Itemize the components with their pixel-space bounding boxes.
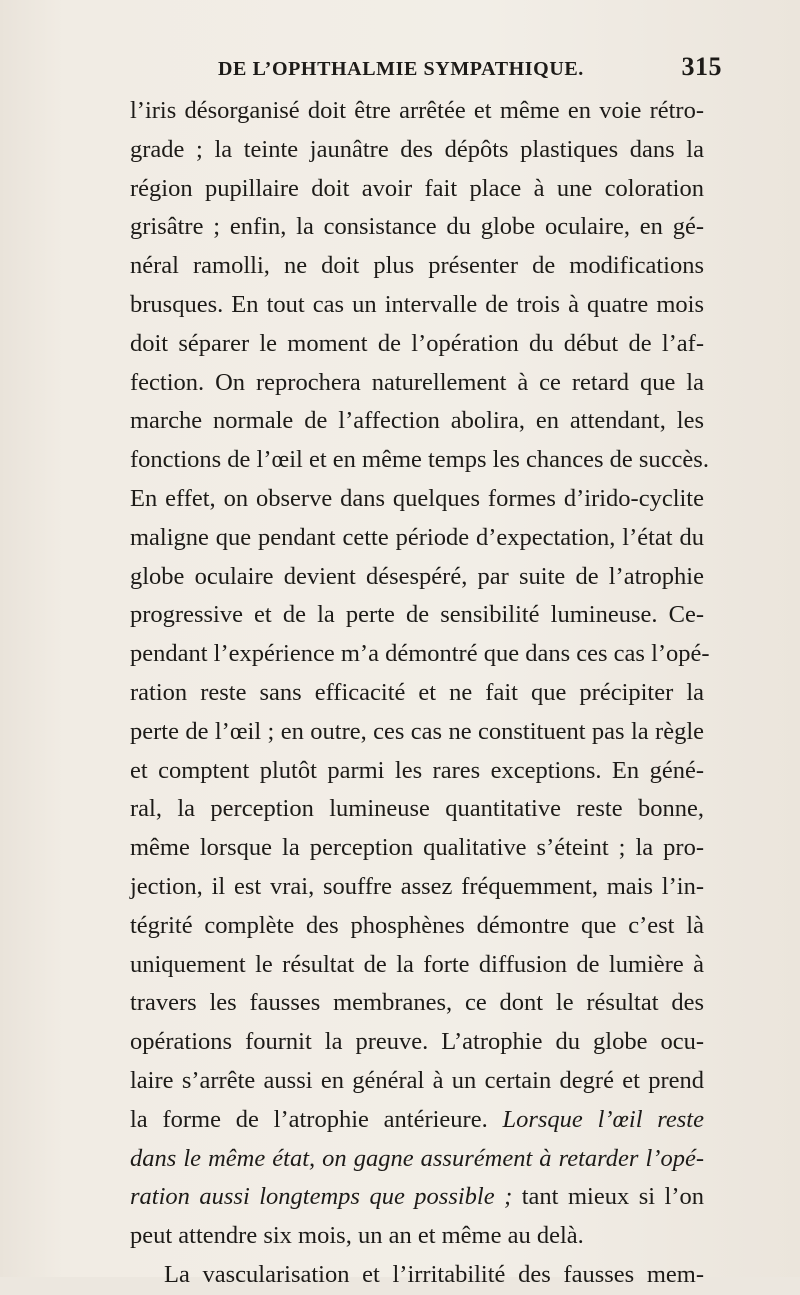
text-line-italic: dans le même état, on gagne assurément à retarder l’opé- (130, 1144, 704, 1172)
body-text (130, 92, 710, 1295)
text-line: grisâtre ; enfin, la consistance du globe oculaire, en gé- (130, 213, 704, 241)
text-line: néral ramolli, ne doit plus présenter de modifications (130, 252, 704, 280)
text-line: fection. On reprochera naturellement à ce retard que la (130, 368, 704, 396)
text-line: marche normale de l’affection abolira, en attendant, les (130, 407, 704, 435)
text-line: En effet, on observe dans quelques formes d’irido-cyclite (130, 484, 704, 512)
text-line-mixed (130, 1178, 704, 1217)
text-line: doit séparer le moment de l’opération du début de l’af- (130, 329, 704, 357)
text-line: opérations fournit la preuve. L’atrophie du globe ocu- (130, 1028, 704, 1056)
text-italic: ration aussi longtemps que possible ; (130, 1183, 513, 1211)
text-line-mixed (130, 1101, 704, 1140)
text-roman: la forme de l’atrophie antérieure. (130, 1105, 488, 1133)
text-line: travers les fausses membranes, ce dont le résultat des (130, 989, 704, 1017)
text-roman: tant mieux si l’on (521, 1183, 704, 1211)
text-line: ral, la perception lumineuse quantitative reste bonne, (130, 795, 704, 823)
text-line: même lorsque la perception qualitative s’éteint ; la pro- (130, 834, 704, 862)
text-line: grade ; la teinte jaunâtre des dépôts plastiques dans la (130, 135, 704, 163)
text-line: l’iris désorganisé doit être arrêtée et même en voie rétro- (130, 97, 704, 124)
text-line: pendant l’expérience m’a démontré que dans ces cas l’opé- (130, 640, 710, 668)
text-line: région pupillaire doit avoir fait place à une coloration (130, 174, 704, 202)
text-line: progressive et de la perte de sensibilité lumineuse. Ce- (130, 601, 704, 629)
text-line: perte de l’œil ; en outre, ces cas ne constituent pas la règle (130, 717, 704, 745)
text-line: globe oculaire devient désespéré, par suite de l’atrophie (130, 562, 704, 590)
text-line: uniquement le résultat de la forte diffusion de lumière à (130, 950, 704, 978)
running-head (130, 52, 722, 86)
text-line: brusques. En tout cas un intervalle de trois à quatre mois (130, 290, 704, 318)
running-title: DE L’OPHTHALMIE SYMPATHIQUE. (218, 58, 584, 80)
text-line: ration reste sans efficacité et ne fait que précipiter la (130, 678, 704, 706)
text-italic: Lorsque l’œil reste (502, 1105, 704, 1133)
text-line: jection, il est vrai, souffre assez fréquemment, mais l’in- (130, 872, 704, 900)
page-number: 315 (681, 52, 722, 81)
text-line: La vascularisation et l’irritabilité des fausses mem- (164, 1260, 704, 1288)
text-line: laire s’arrête aussi en général à un certain degré et prend (130, 1066, 704, 1094)
text-line: fonctions de l’œil et en même temps les chances de succès. (130, 446, 709, 474)
text-line: et comptent plutôt parmi les rares exceptions. En géné- (130, 756, 704, 784)
text-line: peut attendre six mois, un an et même au delà. (130, 1222, 584, 1250)
text-line: tégrité complète des phosphènes démontre que c’est là (130, 911, 704, 939)
text-line: maligne que pendant cette période d’expectation, l’état du (130, 523, 704, 551)
